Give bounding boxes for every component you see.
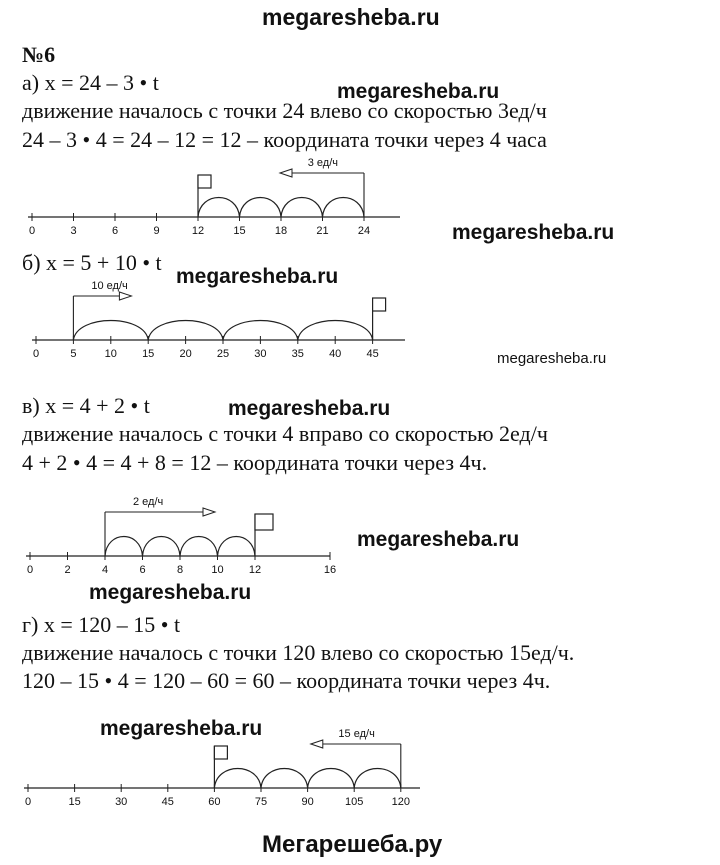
tick-label: 3 <box>70 225 77 237</box>
tick-label: 4 <box>101 564 109 576</box>
watermark: megaresheba.ru <box>357 528 520 551</box>
tick-label: 60 <box>208 796 221 808</box>
tick-label: 12 <box>248 564 262 576</box>
tick-label: 6 <box>111 225 119 237</box>
tick-label: 0 <box>24 796 32 808</box>
site-footer: Мегарешеба.ру <box>262 831 443 858</box>
part-a-calculation: 24 – 3 • 4 = 24 – 12 = 12 – координата точки через 4 часа <box>22 127 547 152</box>
part-c-description: движение началось с точки 4 вправо со скоростью 2ед/ч <box>22 421 548 446</box>
number-line-d <box>0 725 720 815</box>
tick-label: 15 <box>233 225 246 237</box>
watermark: megaresheba.ru <box>452 221 615 244</box>
tick-label: 16 <box>323 564 337 576</box>
part-a-description: движение началось с точки 24 влево со скоростью 3ед/ч <box>22 98 547 123</box>
part-c-calculation: 4 + 2 • 4 = 4 + 8 = 12 – координата точки через 4ч. <box>22 450 488 475</box>
tick-label: 8 <box>176 564 184 576</box>
tick-label: 24 <box>357 225 371 237</box>
watermark: megaresheba.ru <box>228 397 391 420</box>
watermark: megaresheba.ru <box>337 80 500 103</box>
speed-label: 2 ед/ч <box>133 496 164 508</box>
flag-icon <box>255 514 273 530</box>
tick-label: 15 <box>68 796 81 808</box>
tick-label: 30 <box>115 796 128 808</box>
tick-label: 20 <box>179 348 192 360</box>
watermark: megaresheba.ru <box>89 581 252 604</box>
arrow-head <box>203 508 215 516</box>
tick-label: 75 <box>254 796 268 808</box>
tick-label: 15 <box>142 348 155 360</box>
tick-label: 9 <box>153 225 160 237</box>
jump-arcs <box>214 769 400 789</box>
watermark: megaresheba.ru <box>176 265 339 288</box>
tick-label: 120 <box>391 796 410 808</box>
part-d-calculation: 120 – 15 • 4 = 120 – 60 = 60 – координата точки через 4ч. <box>22 668 551 693</box>
tick-label: 12 <box>191 225 205 237</box>
tick-label: 0 <box>28 225 36 237</box>
part-a-formula: а) x = 24 – 3 • t <box>22 70 159 95</box>
tick-label: 2 <box>64 564 71 576</box>
speed-label: 15 ед/ч <box>338 728 375 740</box>
flag-icon <box>373 298 386 311</box>
part-b-formula: б) x = 5 + 10 • t <box>22 250 162 275</box>
tick-label: 10 <box>211 564 224 576</box>
flag-icon <box>198 175 211 188</box>
tick-label: 30 <box>254 348 267 360</box>
number-line-a <box>0 157 720 240</box>
tick-label: 35 <box>291 348 304 360</box>
number-line-c <box>0 488 720 578</box>
tick-label: 21 <box>316 225 329 237</box>
watermark: megaresheba.ru <box>100 717 263 740</box>
tick-label: 40 <box>329 348 342 360</box>
number-line-b <box>0 278 720 358</box>
site-header: megaresheba.ru <box>262 4 440 30</box>
tick-label: 0 <box>32 348 40 360</box>
part-d-description: движение началось с точки 120 влево со скоростью 15ед/ч. <box>22 640 575 665</box>
speed-label: 10 ед/ч <box>91 280 128 292</box>
tick-label: 10 <box>104 348 117 360</box>
tick-label: 105 <box>345 796 364 808</box>
tick-label: 45 <box>366 348 379 360</box>
tick-label: 25 <box>216 348 230 360</box>
arrow-head <box>280 169 292 177</box>
tick-label: 45 <box>161 796 174 808</box>
tick-label: 18 <box>274 225 288 237</box>
part-c-formula: в) x = 4 + 2 • t <box>22 393 150 418</box>
jump-arcs <box>198 198 364 218</box>
arrow-head <box>311 740 323 748</box>
tick-label: 6 <box>139 564 146 576</box>
speed-label: 3 ед/ч <box>307 157 338 169</box>
jump-arcs <box>105 537 255 557</box>
flag-icon <box>214 746 227 759</box>
part-d-formula: г) x = 120 – 15 • t <box>22 612 181 637</box>
watermark: megaresheba.ru <box>497 350 607 367</box>
tick-label: 90 <box>301 796 314 808</box>
tick-label: 0 <box>26 564 34 576</box>
tick-label: 5 <box>70 348 77 360</box>
arrow-head <box>119 292 131 300</box>
task-number: №6 <box>22 42 56 67</box>
